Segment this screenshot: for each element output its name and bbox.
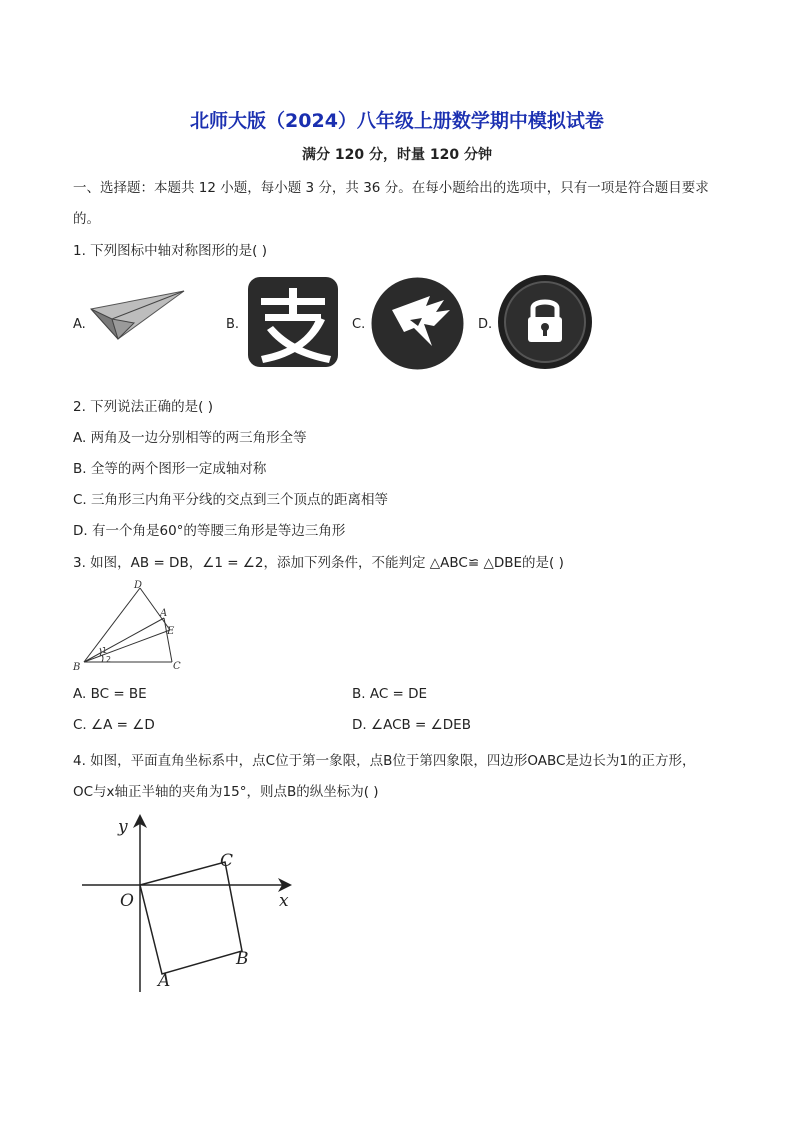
label-angle-1: 1 [102,646,108,655]
exam-title: 北师大版（2024）八年级上册数学期中模拟试卷 [190,110,604,132]
label-point-a: A [158,971,171,991]
q1-option-a-letter[interactable]: A. [73,317,86,332]
label-d: D [134,580,143,591]
question-4-stem-line1: 4. 如图，平面直角坐标系中，点C位于第一象限，点B位于第四象限，四边形OABC是边长为1的正方形， [73,753,696,769]
q3-option-c[interactable]: C. ∠A = ∠D [73,717,155,733]
wing-emblem-icon [370,276,465,371]
q1-option-d-letter[interactable]: D. [478,317,493,332]
label-angle-2: 2 [106,655,112,664]
section-instructions-line2: 的。 [73,211,100,227]
q1-option-b-letter[interactable]: B. [226,317,240,332]
q3-option-d[interactable]: D. ∠ACB = ∠DEB [352,717,471,733]
label-origin: O [120,891,134,911]
label-c: C [173,661,181,672]
label-b: B [73,662,81,672]
q3-option-b[interactable]: B. AC = DE [352,686,428,702]
q1-option-c-letter[interactable]: C. [352,317,366,332]
label-x-axis: x [279,891,289,911]
label-point-b: B [236,949,249,969]
question-4-stem-line2: OC与x轴正半轴的夹角为15°，则点B的纵坐标为( ) [73,784,379,800]
lock-icon [497,274,593,370]
exam-subtitle: 满分 120 分，时量 120 分钟 [302,147,492,163]
question-2-stem: 2. 下列说法正确的是( ) [73,399,213,415]
q2-option-b[interactable]: B. 全等的两个图形一定成轴对称 [73,461,267,477]
q2-option-d[interactable]: D. 有一个角是60°的等腰三角形是等边三角形 [73,523,346,539]
coordinate-square-figure-q4 [78,812,300,997]
q2-option-a[interactable]: A. 两角及一边分别相等的两三角形全等 [73,430,307,446]
section-instructions-line1: 一、选择题：本题共 12 小题，每小题 3 分，共 36 分。在每小题给出的选项中，只有一项是符合题目要求 [73,180,709,196]
alipay-zhi-icon [247,276,339,368]
q2-option-c[interactable]: C. 三角形三内角平分线的交点到三个顶点的距离相等 [73,492,389,508]
question-3-stem: 3. 如图，AB = DB，∠1 = ∠2，添加下列条件，不能判定 △ABC≌ △DBE的是( ) [73,555,564,571]
label-e: E [167,626,175,637]
q3-option-a[interactable]: A. BC = BE [73,686,147,702]
label-a: A [160,608,168,619]
question-1-stem: 1. 下列图标中轴对称图形的是( ) [73,243,267,259]
paper-plane-icon [88,285,188,355]
triangle-figure-q3 [72,578,192,672]
label-y-axis: y [118,817,128,837]
label-point-c: C [220,851,234,871]
